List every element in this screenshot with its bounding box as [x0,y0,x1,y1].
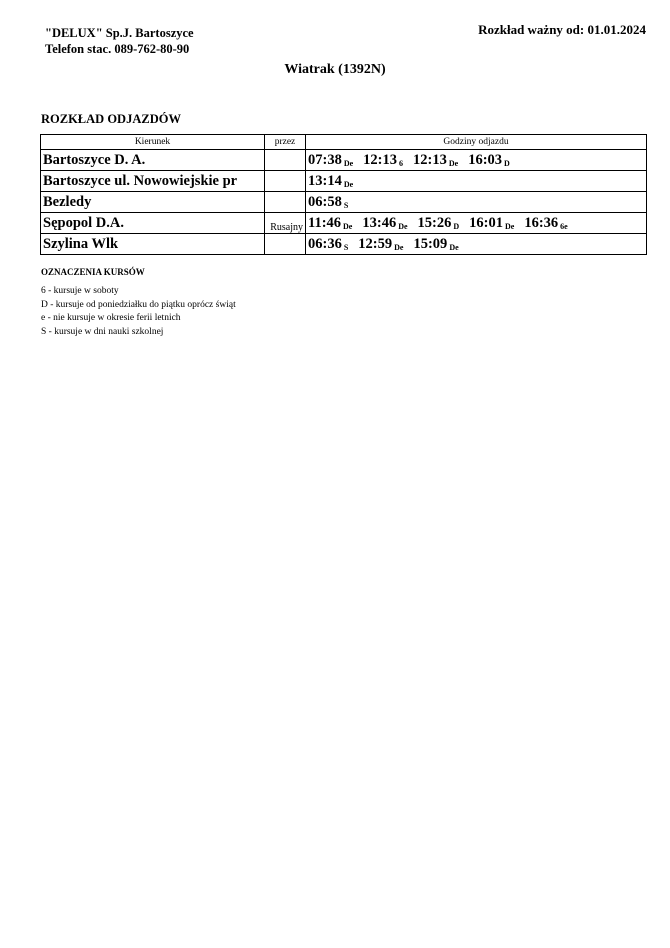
timetable-body [41,150,647,255]
legend-item: D - kursuje od poniedziałku do piątku oprócz świąt [41,299,236,310]
via-cell: Rusajny [265,213,306,234]
departure [308,215,352,232]
via-cell [265,234,306,255]
departure [308,152,353,169]
departure-time: 15:26 [417,214,452,231]
legend-title: OZNACZENIA KURSÓW [41,267,145,277]
departure [524,215,567,232]
departure-time: 15:09 [413,235,448,252]
departure-times-cell [306,192,647,213]
departure-time: 13:14 [308,172,342,189]
departure-time: 06:36 [308,235,342,252]
departure-time: 07:38 [308,151,342,168]
departure-mark: 6e [560,221,568,231]
departure [418,215,460,232]
via-cell [265,171,306,192]
stop-title: Wiatrak (1392N) [284,62,386,77]
legend-list [41,285,236,339]
table-row [41,171,647,192]
legend-item: e - nie kursuje w okresie ferii letnich [41,313,181,323]
company-name: "DELUX" Sp.J. Bartoszyce [45,26,194,40]
departure-time: 12:13 [363,151,398,168]
departure [363,152,403,169]
company-info [45,25,194,57]
departure-times-cell [306,150,647,171]
departure [469,215,514,232]
departure [413,236,458,253]
departure-times-cell [306,234,647,255]
table-row [41,150,647,171]
departure-times-cell [306,171,647,192]
column-header-via: przez [265,135,306,150]
direction-cell: Bartoszyce D. A. [41,150,265,171]
section-title: ROZKŁAD ODJAZDÓW [41,112,181,126]
departure-mark: De [505,221,515,231]
departure [308,236,348,253]
departure-time: 12:13 [413,151,447,168]
direction-cell: Sępopol D.A. [41,213,265,234]
departure-times-cell [306,213,647,234]
departure-time: 12:59 [358,235,393,252]
departure-time: 06:58 [308,193,342,210]
via-cell [265,192,306,213]
departure [362,215,407,232]
direction-cell: Szylina Wlk [41,234,265,255]
timetable [40,134,647,255]
departure-mark: De [449,242,459,252]
legend-item: S - kursuje w dni nauki szkolnej [41,326,164,337]
departure-mark: S [343,200,349,210]
table-row [41,234,647,255]
direction-cell: Bartoszyce ul. Nowowiejskie pr [41,171,265,192]
legend-item: 6 - kursuje w soboty [41,286,119,296]
departure-mark: De [343,221,353,231]
company-phone: Telefon stac. 089-762-80-90 [45,42,190,56]
departure-mark: De [394,242,404,252]
departure [413,152,458,169]
departure [308,173,353,190]
via-cell [265,150,306,171]
departure [308,194,348,211]
departure-time: 13:46 [362,214,397,231]
table-row [41,213,647,234]
departure-mark: D [453,221,460,231]
column-header-direction: Kierunek [41,135,265,150]
direction-cell: Bezledy [41,192,265,213]
departure-mark: 6 [399,158,404,168]
departure-time: 16:01 [469,214,503,231]
timetable-header-row [41,135,647,150]
departure [358,236,403,253]
table-row [41,192,647,213]
departure [468,152,510,169]
column-header-times: Godziny odjazdu [306,135,647,150]
departure-time: 16:03 [468,151,503,168]
departure-mark: De [343,179,354,189]
departure-time: 16:36 [524,214,559,231]
departure-time: 11:46 [308,214,342,231]
departure-mark: De [398,221,408,231]
departure-mark: De [343,158,354,168]
departure-mark: D [504,158,510,168]
departure-mark: S [343,242,349,252]
departure-mark: De [448,158,459,168]
validity-date: Rozkład ważny od: 01.01.2024 [478,22,646,37]
